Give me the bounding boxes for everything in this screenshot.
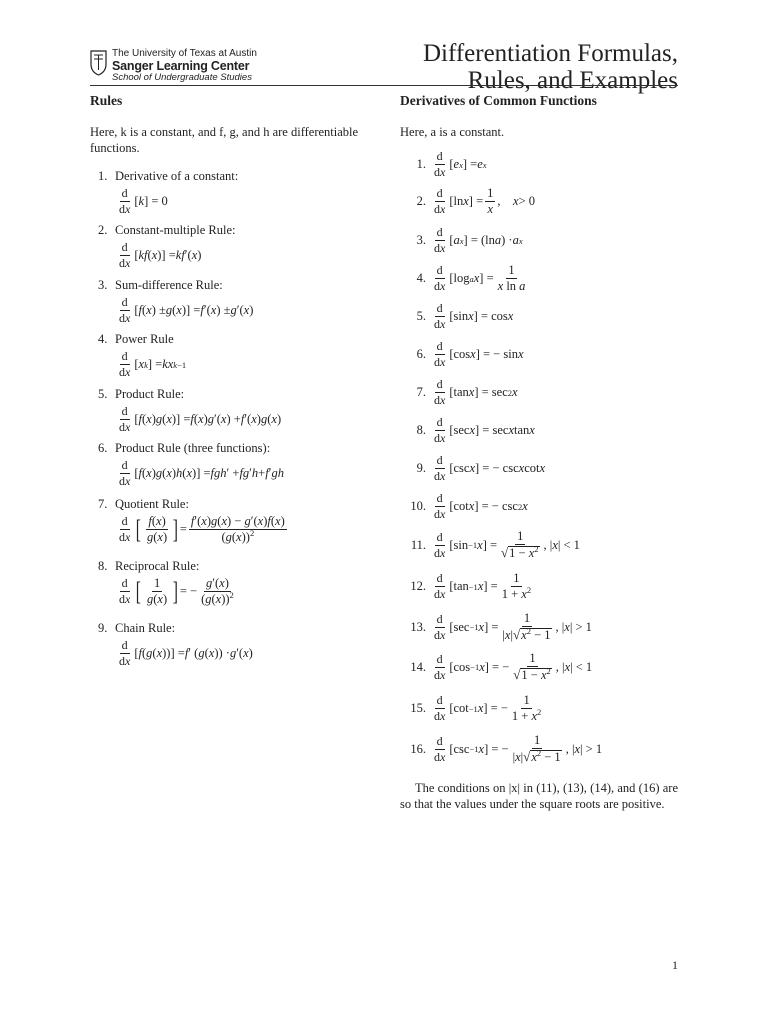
- derivative-10: 10. $\frac{d}{dx}$ [cot x ] = − csc 2 x: [410, 491, 528, 521]
- rule-9: 9. Chain Rule: $\frac{d}{dx}$ [ f ( g ( x ))] = f ′ ( g ( x )) · g ′( x ): [98, 621, 253, 668]
- conditions-note: The conditions on |x| in (11), (13), (14), and (16) are so that the values under the square roots are positive.: [400, 781, 678, 811]
- rule-1: 1. Derivative of a constant: $\frac{d}{dx}$ [ k ] = 0: [98, 169, 239, 216]
- formula-constant-multiple: $\frac{d}{dx}$ [ kf ( x )] = kf ′( x ): [119, 240, 202, 270]
- derivative-2: 2. $\frac{d}{dx}$ [ln x ] = $\frac{1}{x}$ , x > 0: [416, 186, 535, 216]
- org-line-3: School of Undergraduate Studies: [112, 71, 252, 83]
- formula-quotient: $\frac{d}{dx}$ [ $\frac{f(x)}{g(x)}$ ] = $\frac{f'(x)g(x) - g'(x)f(x)}{(g(x))^2}$: [119, 514, 285, 544]
- derivative-4: 4. $\frac{d}{dx}$ [log a x ] = $\frac{1}{\text{x ln a}}$: [416, 263, 526, 293]
- derivative-12: 12. $\frac{d}{dx}$ [tan −1 x ] = $\frac{1}{1 + x^2}$: [410, 571, 532, 601]
- derivative-7: 7. $\frac{d}{dx}$ [tan x ] = sec 2 x: [416, 377, 518, 407]
- derivative-15: 15. $\frac{d}{dx}$ [cot −1 x ] = − $\frac{1}{1 + x^2}$: [410, 693, 542, 723]
- derivative-11: 11. $\frac{d}{dx}$ [sin −1 x ] = 1 √ $1 - x^2$ , | x | < 1: [410, 529, 580, 560]
- derivative-14: 14. $\frac{d}{dx}$ [cos −1 x ] = − 1 √ $1 - x^2$ , | x | < 1: [410, 651, 593, 682]
- rule-3: 3. Sum-difference Rule: $\frac{d}{dx}$ [ f ( x ) ± g ( x )] = f ′( x ) ± g ′( x ): [98, 278, 254, 325]
- title-line-1: Differentiation Formulas,: [422, 40, 678, 67]
- rule-7: 7. Quotient Rule: $\frac{d}{dx}$ [ $\frac{f(x)}{g(x)}$ ] = $\frac{f'(x)g(x) - g'(x)f(x)}{(g(x))^2}$: [98, 496, 398, 544]
- rule-8: 8. Reciprocal Rule: $\frac{d}{dx}$ [ $\frac{1}{g(x)}$ ] = − $\frac{g'(x)}{(g(x))^2}$: [98, 558, 398, 606]
- derivative-13: 13. $\frac{d}{dx}$ [sec −1 x ] = 1 |x| √ $x^2 - 1$ , | x | > 1: [410, 611, 592, 642]
- rule-5: 5. Product Rule: $\frac{d}{dx}$ [ f ( x ) g ( x )] = f ( x ) g ′( x ) + f ′( x ) g ( x ): [98, 387, 282, 434]
- rules-heading: Rules: [90, 93, 123, 108]
- rule-6: 6. Product Rule (three functions): $\frac{d}{dx}$ [ f ( x ) g ( x ) h ( x )] = fgh ′ + fg ′ h + f ′ gh: [98, 441, 284, 488]
- derivative-5: 5. $\frac{d}{dx}$ [sin x ] = cos x: [416, 301, 514, 331]
- page-number: 1: [672, 958, 678, 972]
- formula-power: $\frac{d}{dx}$ [ x k ] = kx k−1: [119, 349, 187, 379]
- rules-intro: Here, k is a constant, and f, g, and h are differentiable functions.: [90, 125, 359, 155]
- rule-2: 2. Constant-multiple Rule: $\frac{d}{dx}$ [ kf ( x )] = kf ′( x ): [98, 223, 236, 270]
- formula-product: $\frac{d}{dx}$ [ f ( x ) g ( x )] = f ( x ) g ′( x ) + f ′( x ) g ( x ): [119, 404, 282, 434]
- org-line-2: Sanger Learning Center: [112, 58, 250, 73]
- header-divider: [90, 85, 678, 86]
- derivative-6: 6. $\frac{d}{dx}$ [cos x ] = − sin x: [416, 339, 524, 369]
- formula-sum-difference: $\frac{d}{dx}$ [ f ( x ) ± g ( x )] = f ′( x ) ± g ′( x ): [119, 295, 254, 325]
- common-derivatives-intro: Here, a is a constant.: [400, 125, 505, 139]
- derivative-9: 9. $\frac{d}{dx}$ [csc x ] = − csc x cot x: [416, 453, 546, 483]
- derivative-8: 8. $\frac{d}{dx}$ [sec x ] = sec x tan x: [416, 415, 535, 445]
- formula-product-three: $\frac{d}{dx}$ [ f ( x ) g ( x ) h ( x )] = fgh ′ + fg ′ h + f ′ gh: [119, 458, 284, 488]
- common-derivatives-heading: Derivatives of Common Functions: [400, 93, 597, 108]
- university-logo: [90, 49, 257, 83]
- derivative-16: 16. $\frac{d}{dx}$ [csc −1 x ] = − 1 |x| √ $x^2 - 1$ , | x | > 1: [410, 733, 603, 764]
- derivative-3: 3. $\frac{d}{dx}$ [ a x ] = (ln a ) · a x: [416, 225, 523, 255]
- rule-4: 4. Power Rule $\frac{d}{dx}$ [ x k ] = kx k−1: [98, 332, 187, 379]
- org-line-1: The University of Texas at Austin: [112, 48, 257, 59]
- formula-constant: $\frac{d}{dx}$ [ k ] = 0: [119, 186, 168, 216]
- shield-icon: [90, 50, 107, 76]
- formula-reciprocal: $\frac{d}{dx}$ [ $\frac{1}{g(x)}$ ] = − $\frac{g'(x)}{(g(x))^2}$: [119, 576, 234, 606]
- title-line-2: Rules, and Examples: [467, 67, 678, 94]
- formula-chain: $\frac{d}{dx}$ [ f ( g ( x ))] = f ′ ( g ( x )) · g ′( x ): [119, 638, 253, 668]
- derivative-1: 1. $\frac{d}{dx}$ [ e x ] = e x: [416, 149, 487, 179]
